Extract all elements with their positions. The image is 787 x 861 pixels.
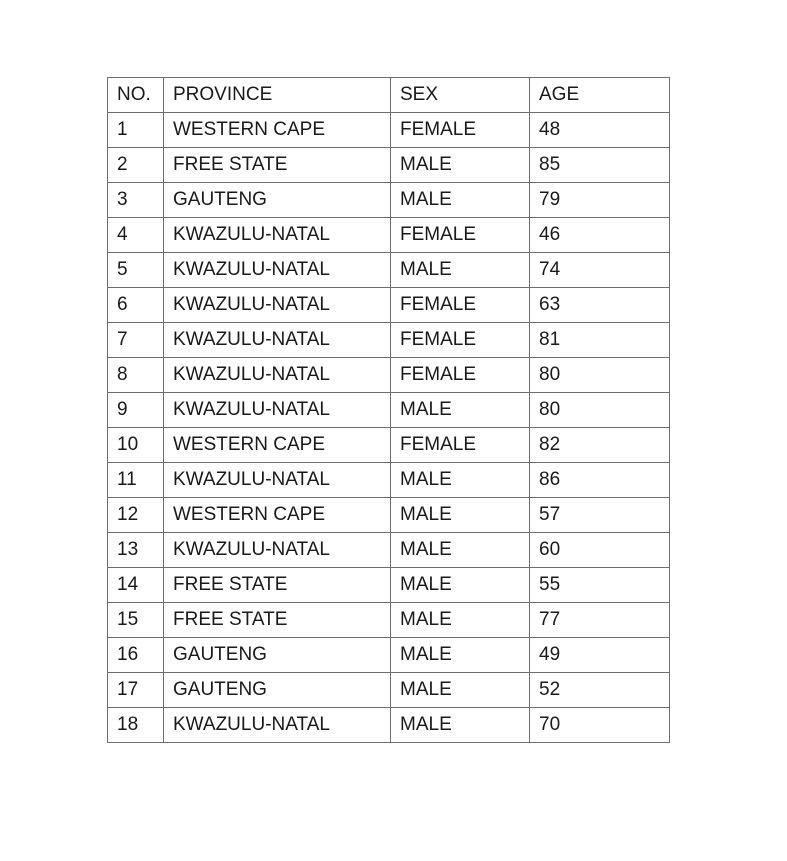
cell-age: 74 [530,253,670,288]
cell-age: 52 [530,673,670,708]
cell-age: 85 [530,148,670,183]
cell-no: 16 [108,638,164,673]
cell-no: 15 [108,603,164,638]
table-row [108,253,670,288]
cell-province: KWAZULU-NATAL [164,708,391,743]
header-age: AGE [530,78,670,113]
cell-age: 60 [530,533,670,568]
header-row [108,78,670,113]
cell-sex: MALE [391,393,530,428]
cell-sex: FEMALE [391,218,530,253]
cell-sex: MALE [391,253,530,288]
data-table [107,77,670,743]
table-row [108,393,670,428]
table-body [108,113,670,743]
cell-province: FREE STATE [164,603,391,638]
cell-sex: MALE [391,638,530,673]
cell-province: KWAZULU-NATAL [164,533,391,568]
table-row [108,498,670,533]
cell-no: 17 [108,673,164,708]
cell-sex: MALE [391,463,530,498]
cell-sex: FEMALE [391,113,530,148]
cell-sex: MALE [391,603,530,638]
table-row [108,708,670,743]
cell-sex: MALE [391,673,530,708]
cell-province: WESTERN CAPE [164,113,391,148]
cell-no: 4 [108,218,164,253]
cell-sex: FEMALE [391,323,530,358]
table-row [108,218,670,253]
table-row [108,533,670,568]
header-sex: SEX [391,78,530,113]
cell-age: 82 [530,428,670,463]
cell-age: 81 [530,323,670,358]
table-row [108,323,670,358]
table-row [108,673,670,708]
cell-age: 49 [530,638,670,673]
cell-no: 13 [108,533,164,568]
cell-province: KWAZULU-NATAL [164,218,391,253]
cell-age: 48 [530,113,670,148]
table-row [108,463,670,498]
cell-province: WESTERN CAPE [164,498,391,533]
cell-province: WESTERN CAPE [164,428,391,463]
cell-no: 11 [108,463,164,498]
header-no: NO. [108,78,164,113]
table-row [108,603,670,638]
cell-sex: MALE [391,568,530,603]
cell-age: 55 [530,568,670,603]
cell-age: 46 [530,218,670,253]
cell-sex: MALE [391,533,530,568]
cell-age: 80 [530,393,670,428]
table-row [108,568,670,603]
cell-no: 10 [108,428,164,463]
cell-no: 3 [108,183,164,218]
table-row [108,638,670,673]
header-province: PROVINCE [164,78,391,113]
cell-sex: MALE [391,498,530,533]
table-header [108,78,670,113]
cell-province: FREE STATE [164,148,391,183]
cell-age: 79 [530,183,670,218]
table-row [108,358,670,393]
cell-no: 6 [108,288,164,323]
cell-province: GAUTENG [164,673,391,708]
cell-age: 86 [530,463,670,498]
cell-no: 5 [108,253,164,288]
cell-province: KWAZULU-NATAL [164,358,391,393]
cell-no: 12 [108,498,164,533]
cell-age: 80 [530,358,670,393]
cell-sex: FEMALE [391,288,530,323]
table-row [108,288,670,323]
cell-no: 18 [108,708,164,743]
cell-province: KWAZULU-NATAL [164,323,391,358]
cell-sex: MALE [391,148,530,183]
cell-sex: MALE [391,183,530,218]
table-row [108,113,670,148]
table-row [108,183,670,218]
cell-no: 9 [108,393,164,428]
cell-sex: FEMALE [391,428,530,463]
cell-sex: MALE [391,708,530,743]
cell-province: KWAZULU-NATAL [164,288,391,323]
cell-province: GAUTENG [164,183,391,218]
cell-age: 57 [530,498,670,533]
cell-age: 63 [530,288,670,323]
table-row [108,428,670,463]
cell-age: 70 [530,708,670,743]
cell-no: 7 [108,323,164,358]
cell-province: GAUTENG [164,638,391,673]
cell-no: 1 [108,113,164,148]
table-row [108,148,670,183]
cell-no: 14 [108,568,164,603]
cell-province: KWAZULU-NATAL [164,393,391,428]
cell-province: KWAZULU-NATAL [164,253,391,288]
cell-age: 77 [530,603,670,638]
cell-no: 2 [108,148,164,183]
cell-province: KWAZULU-NATAL [164,463,391,498]
cell-province: FREE STATE [164,568,391,603]
cell-no: 8 [108,358,164,393]
cell-sex: FEMALE [391,358,530,393]
